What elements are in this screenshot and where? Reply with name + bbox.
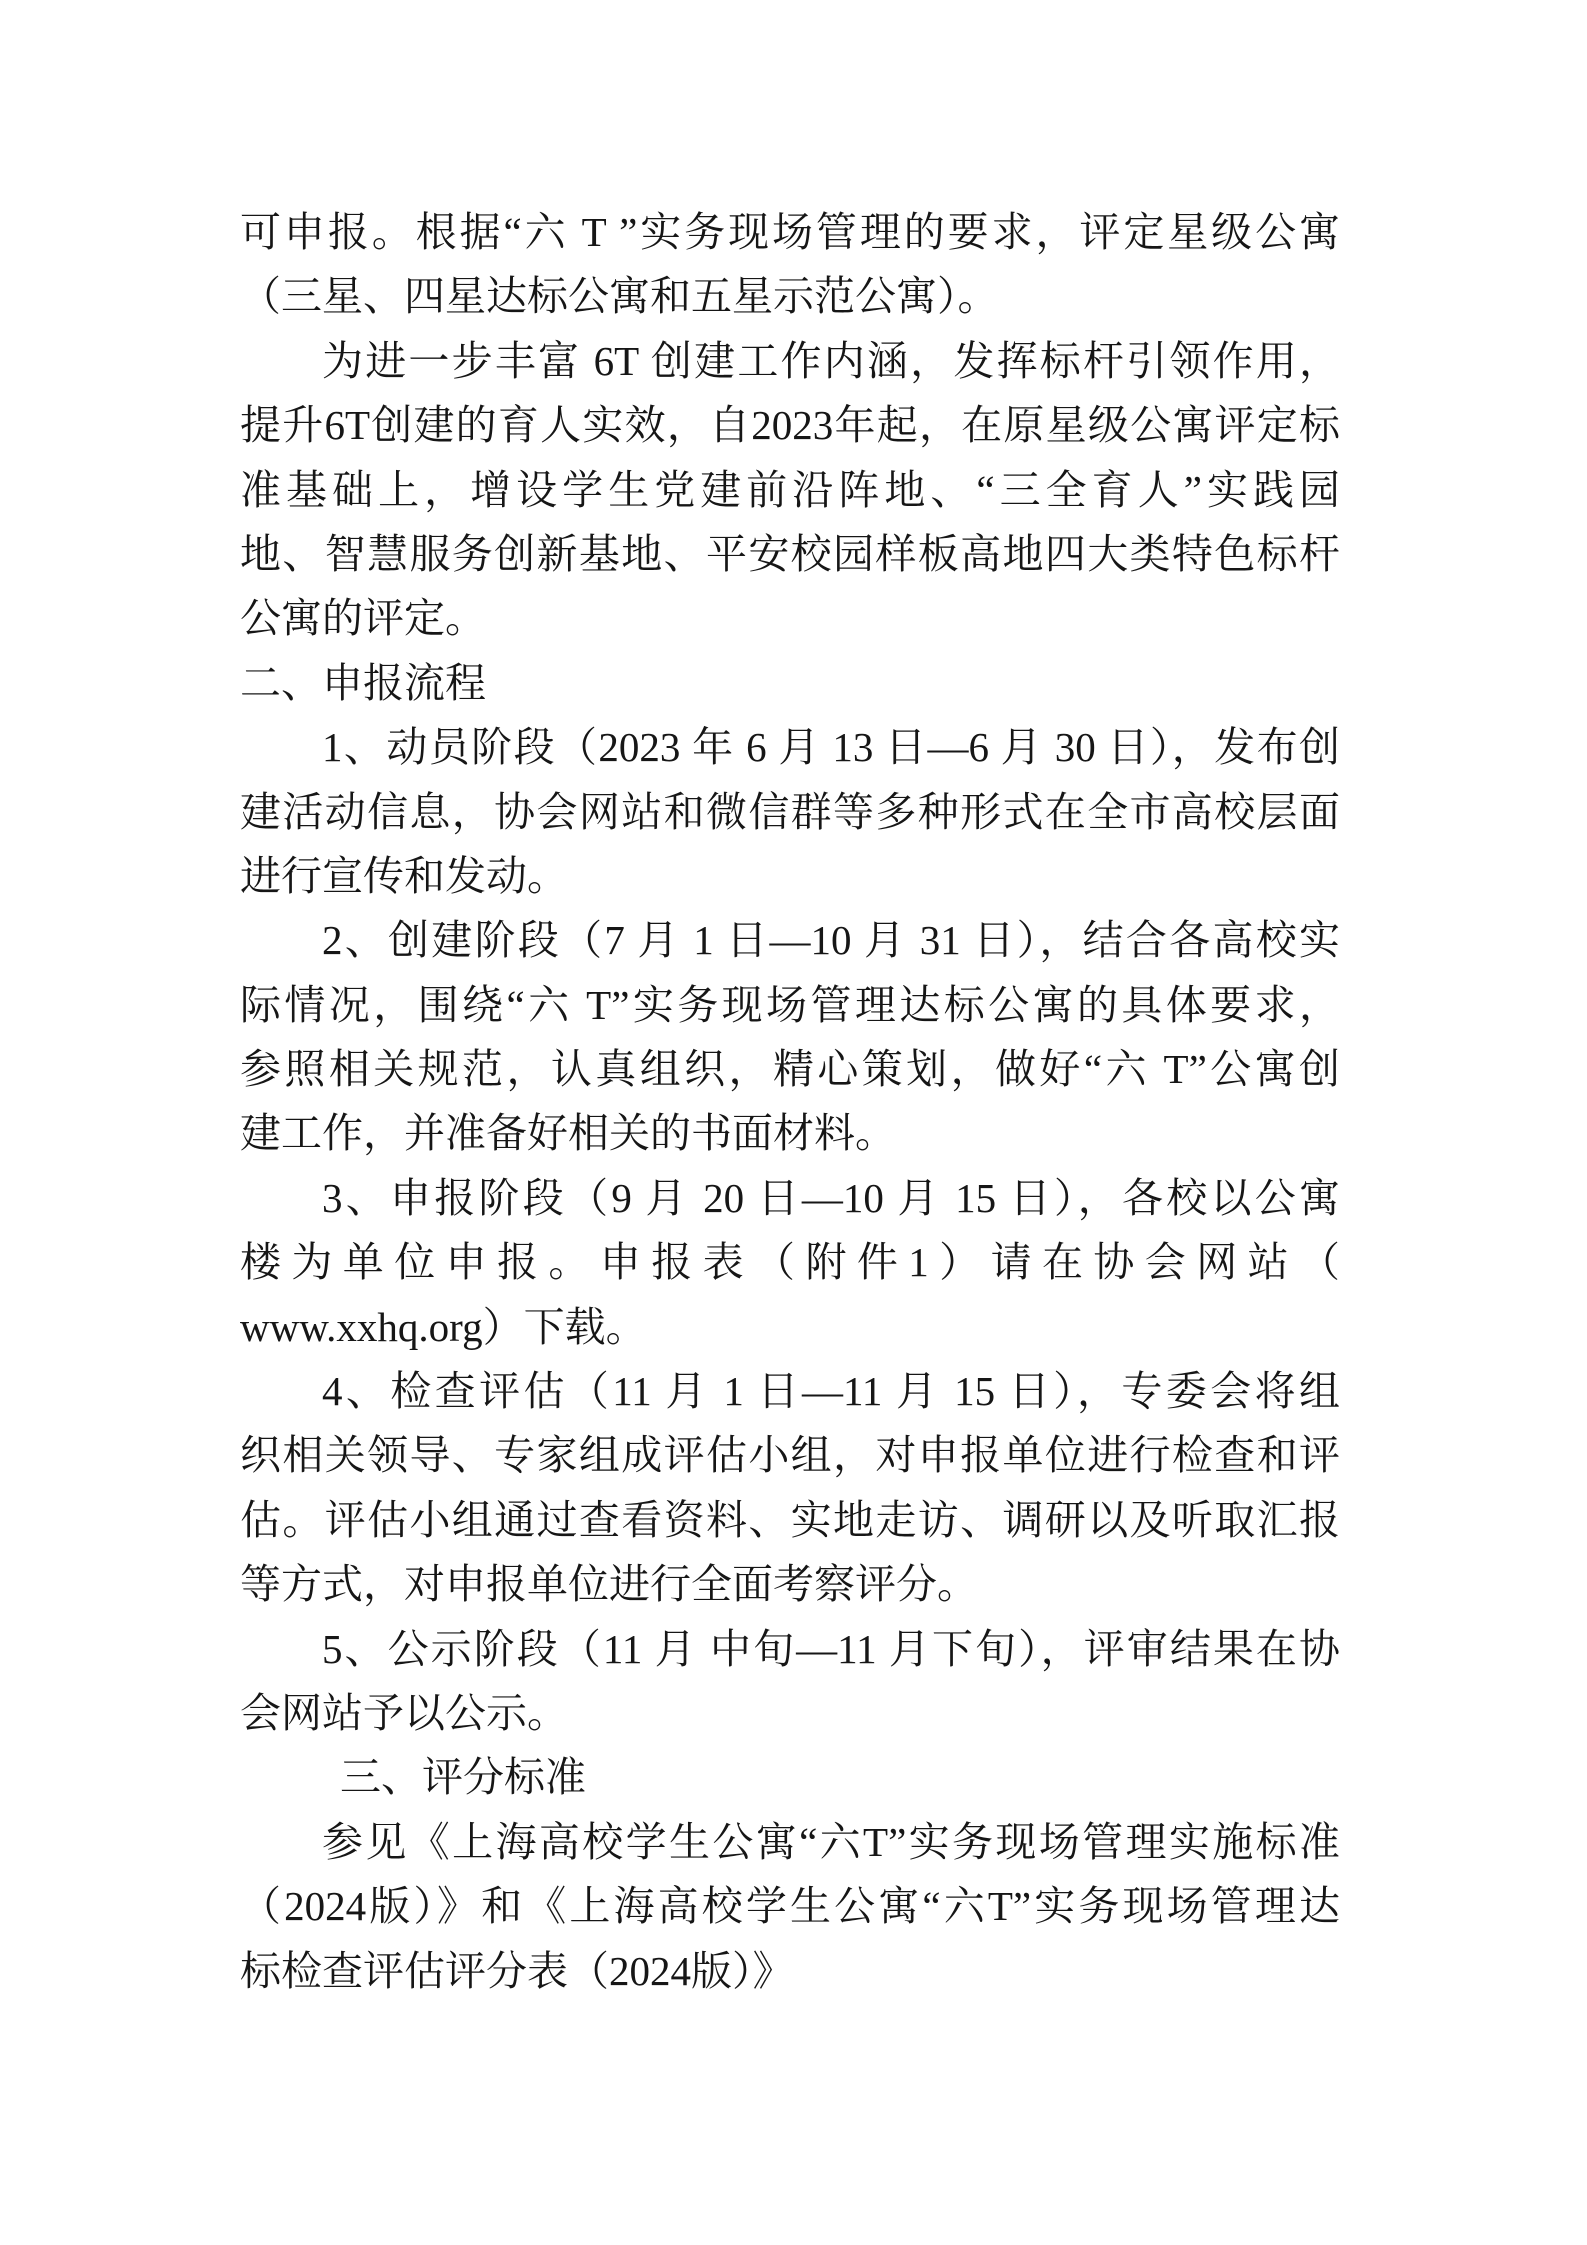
text-line: （三星、四星达标公寓和五星示范公寓）。: [240, 273, 999, 320]
text-line: 进行宣传和发动。: [240, 852, 568, 899]
document-text-block: [240, 200, 1340, 2003]
text-line: 际情况，围绕“六 T”实务现场管理达标公寓的具体要求，: [240, 981, 1340, 1028]
text-line: 参见《上海高校学生公寓“六T”实务现场管理实施标准: [322, 1818, 1340, 1865]
text-line: 等方式，对申报单位进行全面考察评分。: [240, 1561, 978, 1608]
text-line: 标检查评估评分表（2024版）》: [240, 1947, 794, 1994]
text-line: 为进一步丰富 6T 创建工作内涵，发挥标杆引领作用，: [322, 337, 1340, 384]
section-heading: 三、评分标准: [340, 1754, 586, 1801]
text-line: 估。评估小组通过查看资料、实地走访、调研以及听取汇报: [240, 1496, 1340, 1543]
text-line: 地、智慧服务创新基地、平安校园样板高地四大类特色标杆: [240, 530, 1340, 577]
text-line: 准基础上，增设学生党建前沿阵地、“三全育人”实践园: [240, 466, 1340, 513]
text-line: 织相关领导、专家组成评估小组，对申报单位进行检查和评: [240, 1432, 1340, 1479]
text-line: 提升6T创建的育人实效，自2023年起，在原星级公寓评定标: [240, 402, 1340, 449]
text-line: 公寓的评定。: [240, 595, 486, 642]
text-line: www.xxhq.org）下载。: [240, 1303, 647, 1350]
text-line: 4、检查评估（11 月 1 日—11 月 15 日），专委会将组: [322, 1368, 1340, 1415]
text-line: 楼为单位申报。申报表（附件1）请在协会网站（: [240, 1239, 1340, 1286]
text-line: 建活动信息，协会网站和微信群等多种形式在全市高校层面: [240, 788, 1340, 835]
text-line: 参照相关规范，认真组织，精心策划，做好“六 T”公寓创: [240, 1046, 1340, 1093]
text-line: （2024版）》和《上海高校学生公寓“六T”实务现场管理达: [240, 1883, 1340, 1930]
text-line: 会网站予以公示。: [240, 1689, 568, 1736]
text-line: 可申报。根据“六 T ”实务现场管理的要求，评定星级公寓: [240, 209, 1340, 255]
text-line: 1、动员阶段（2023 年 6 月 13 日—6 月 30 日），发布创: [322, 724, 1340, 771]
text-line: 2、创建阶段（7 月 1 日—10 月 31 日），结合各高校实: [322, 917, 1340, 964]
text-line: 5、公示阶段（11 月 中旬—11 月下旬），评审结果在协: [322, 1625, 1340, 1672]
text-line: 3、申报阶段（9 月 20 日—10 月 15 日），各校以公寓: [322, 1174, 1340, 1221]
section-heading: 二、申报流程: [240, 659, 486, 706]
text-line: 建工作，并准备好相关的书面材料。: [240, 1110, 896, 1157]
